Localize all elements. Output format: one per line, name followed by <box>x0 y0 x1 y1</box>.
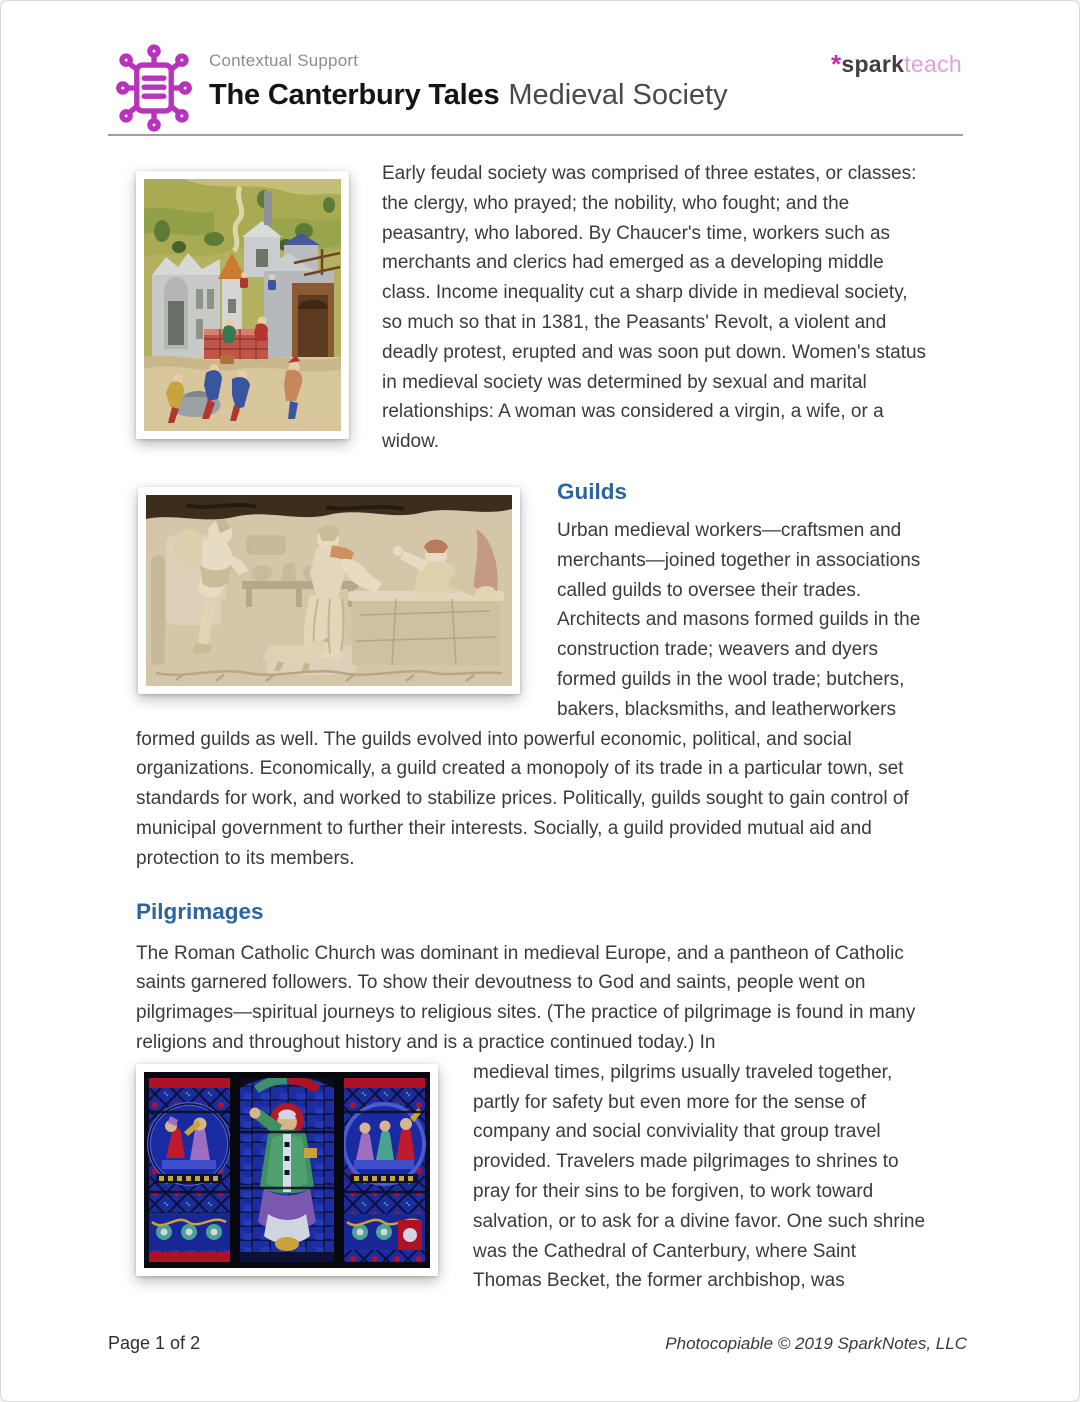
document-content <box>1 136 1079 1296</box>
feudal-society-paragraph: Early feudal society was comprised of three estates, or classes: the clergy, who prayed; the nobility, who fought; and the peasantry, who labored. By Chaucer's time, workers such as merchants and clerics had emerged as a developing middle class. Income inequality cut a sharp divide in medieval society, so much so that in 1381, the Peasants' Revolt, a violent and deadly protest, erupted and was soon put down. Women's status in medieval society was determined by sexual and marital relationships: A woman was considered a virgin, a wife, or a widow. <box>382 163 927 453</box>
copyright-notice: Photocopiable © 2019 SparkNotes, LLC <box>665 1334 967 1353</box>
header-titles <box>209 51 728 112</box>
page-footer <box>108 1333 967 1354</box>
pilgrimages-section <box>136 897 929 1297</box>
page-title <box>209 78 728 112</box>
document-network-icon <box>113 43 195 133</box>
stained-glass-image <box>136 1064 438 1276</box>
pilgrimages-heading: Pilgrimages <box>136 898 264 924</box>
page-title-work: The Canterbury Tales <box>209 79 500 111</box>
pilgrimages-wrap <box>136 1058 929 1296</box>
feudal-society-section <box>136 159 929 457</box>
sparkteach-logo <box>831 49 962 80</box>
page-number: Page 1 of 2 <box>108 1333 201 1353</box>
guilds-relief-image <box>138 487 520 694</box>
pilgrimages-paragraph-continued: medieval times, pilgrims usually traveled together, partly for safety but even more for the sense of company and social conviviality that group travel provided. Travelers made pilgrimages to shrines to pray for their sins to be forgiven, to work toward salvation, or to ask for a divine favor. One such shrine was the Cathedral of Canterbury, where Saint Thomas Becket, the former archbishop, was <box>473 1061 926 1292</box>
logo-asterisk-icon: * <box>830 49 842 79</box>
eyebrow-label: Contextual Support <box>209 51 359 70</box>
logo-spark: spark <box>841 51 905 77</box>
logo-teach: teach <box>904 51 962 77</box>
page-title-topic: Medieval Society <box>508 79 728 111</box>
page-header <box>1 1 1079 134</box>
guilds-heading: Guilds <box>557 478 628 504</box>
pilgrimages-paragraph-lead: The Roman Catholic Church was dominant in medieval Europe, and a pantheon of Catholic saints garnered followers. To show their devoutness to God and saints, people went on pilgrimages—spiritual journeys to religious sites. (The practice of pilgrimage is found in many religions and throughout history and is a practice continued today.) In <box>136 942 916 1053</box>
guilds-paragraph: Urban medieval workers—craftsmen and merchants—joined together in associations called guilds to oversee their trades. Architects and masons formed guilds in the construction trade; weavers and dyers formed guilds in the wool trade; butchers, bakers, blacksmiths, and leatherworkers formed guilds as well. The guilds evolved into powerful economic, political, and social organizations. Economically, a guild created a monopoly of its trade in a particular town, set standards for work, and worked to stabilize prices. Politically, guilds sought to gain control of municipal government to further their interests. Socially, a guild provided mutual aid and protection to its members. <box>136 519 921 869</box>
feudal-society-image <box>136 171 349 439</box>
guilds-section <box>136 477 929 874</box>
